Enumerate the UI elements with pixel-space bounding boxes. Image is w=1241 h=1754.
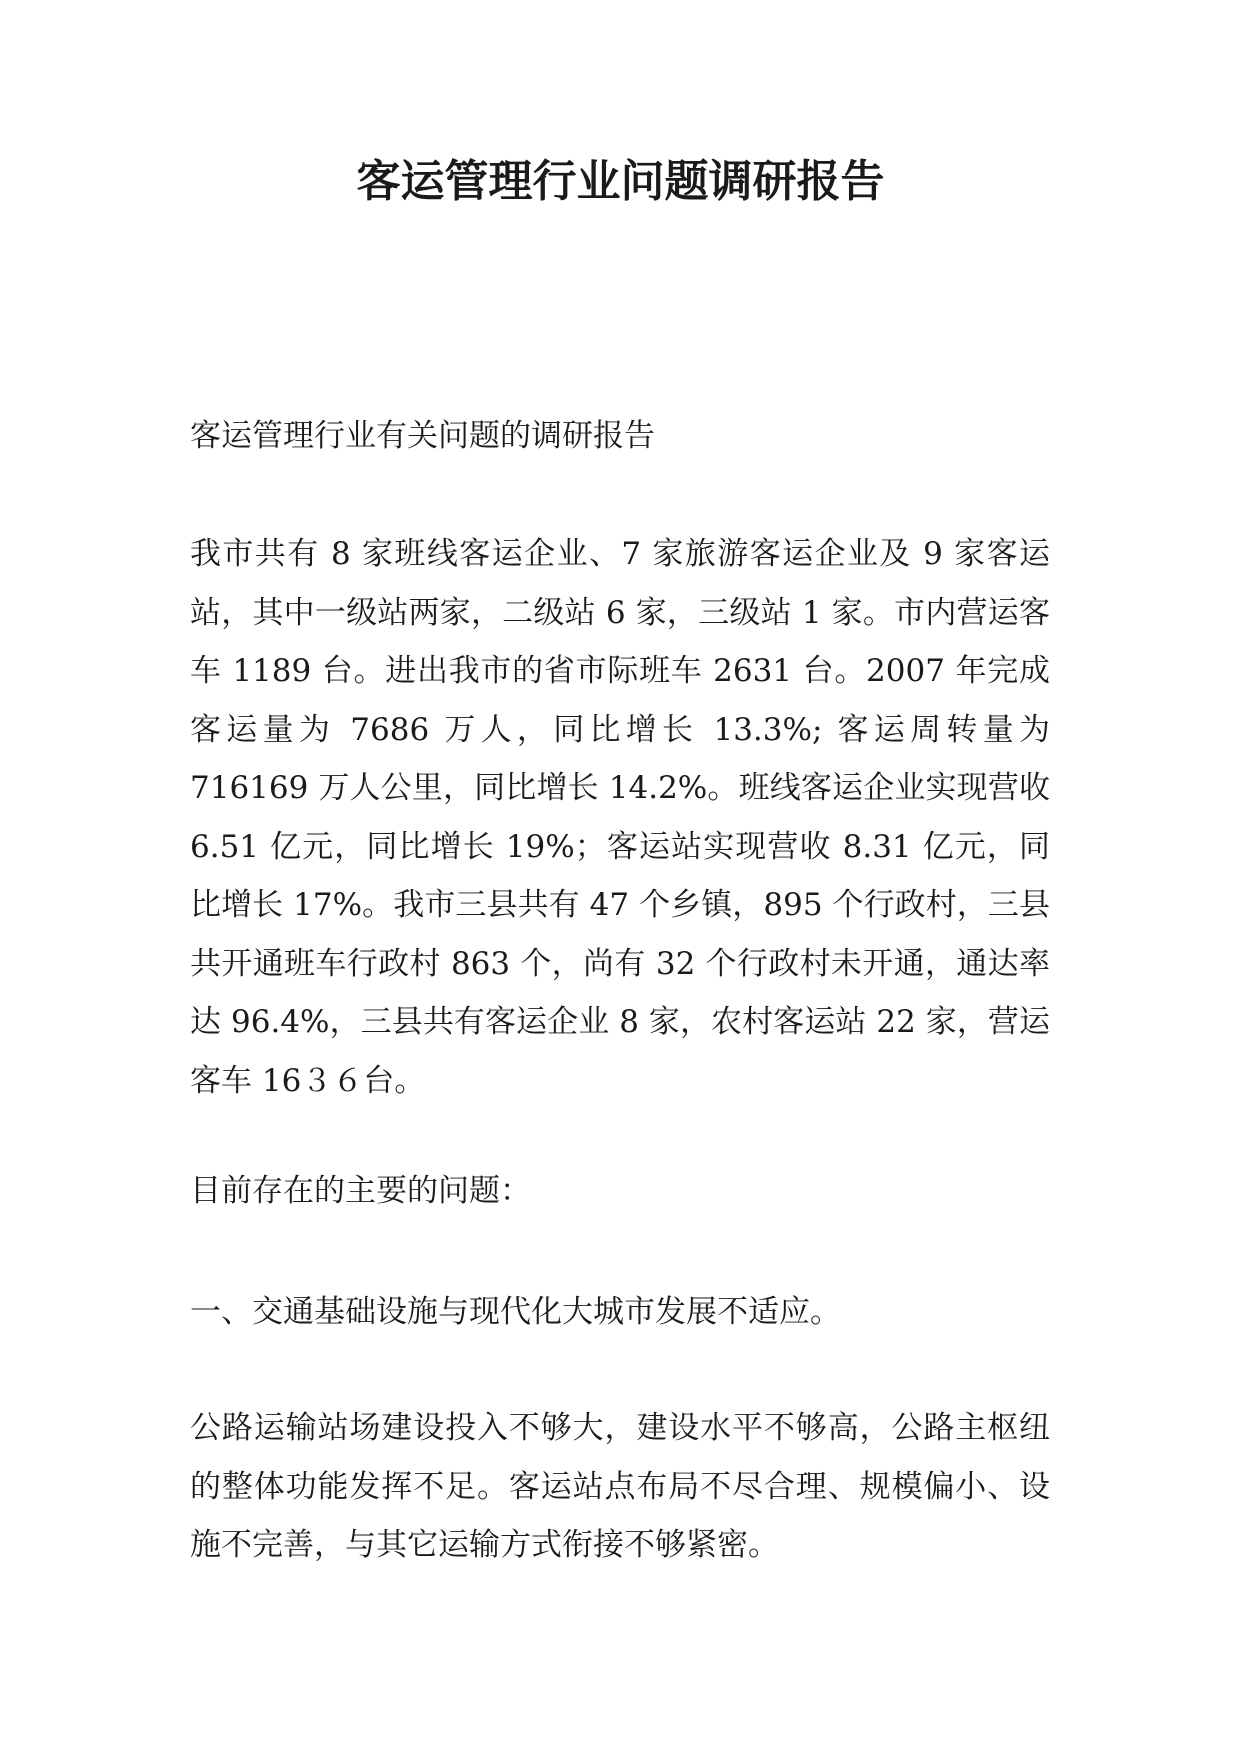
overview-paragraph: 我市共有 8 家班线客运企业、7 家旅游客运企业及 9 家客运站，其中一级站两家，二级站 6 家，三级站 1 家。市内营运客车 1189 台。进出我市的省市际班车 2631 台。2007 年完成客运量为 7686 万人，同比增长 13.3%; 客运周转量为 716169 万人公里，同比增长 14.2%。班线客运企业实现营收 6.51 亿元，同比增长 19%；客运站实现营收 8.31 亿元，同比增长 17%。我市三县共有 47 个乡镇，895 个行政村，三县共开通班车行政村 863 个，尚有 32 个行政村未开通，通达率达 96.4%，三县共有客运企业 8 家，农村客运站 22 家，营运客车 16３６台。 <box>190 536 1050 1099</box>
document-subtitle: 客运管理行业有关问题的调研报告 <box>190 418 655 454</box>
problems-heading: 目前存在的主要的问题： <box>190 1173 531 1209</box>
section-one-heading: 一、交通基础设施与现代化大城市发展不适应。 <box>190 1294 841 1330</box>
document-title: 客运管理行业问题调研报告 <box>356 156 885 207</box>
section-one-paragraph: 公路运输站场建设投入不够大，建设水平不够高，公路主枢纽的整体功能发挥不足。客运站点布局不尽合理、规模偏小、设施不完善，与其它运输方式衔接不够紧密。 <box>190 1410 1050 1563</box>
